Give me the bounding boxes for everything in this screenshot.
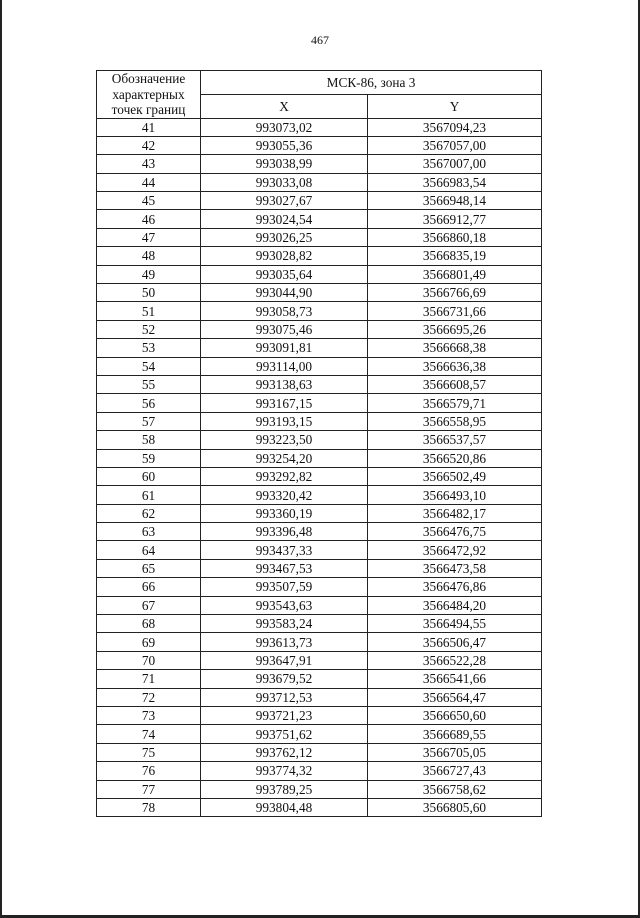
table-row [97,284,542,302]
table-row [97,670,542,688]
point-number-cell: 56 [97,394,201,412]
table-row [97,486,542,504]
y-coordinate-cell: 3566860,18 [368,228,542,246]
x-coordinate-cell: 993138,63 [201,375,368,393]
x-coordinate-cell: 993396,48 [201,523,368,541]
x-coordinate-cell: 993027,67 [201,192,368,210]
point-number-cell: 77 [97,780,201,798]
x-coordinate-cell: 993292,82 [201,467,368,485]
y-coordinate-cell: 3566705,05 [368,743,542,761]
x-coordinate-cell: 993360,19 [201,504,368,522]
table-row [97,375,542,393]
y-coordinate-cell: 3566558,95 [368,412,542,430]
point-number-cell: 43 [97,155,201,173]
y-coordinate-cell: 3566835,19 [368,247,542,265]
y-coordinate-cell: 3566805,60 [368,798,542,816]
x-coordinate-cell: 993058,73 [201,302,368,320]
y-coordinate-cell: 3566522,28 [368,651,542,669]
table-row [97,541,542,559]
table-row [97,725,542,743]
point-number-cell: 46 [97,210,201,228]
table-row [97,228,542,246]
point-number-cell: 58 [97,431,201,449]
x-coordinate-cell: 993223,50 [201,431,368,449]
x-coordinate-cell: 993789,25 [201,780,368,798]
x-coordinate-cell: 993073,02 [201,118,368,136]
x-coordinate-cell: 993543,63 [201,596,368,614]
x-coordinate-cell: 993613,73 [201,633,368,651]
x-coordinate-cell: 993254,20 [201,449,368,467]
x-coordinate-cell: 993721,23 [201,707,368,725]
y-coordinate-cell: 3566608,57 [368,375,542,393]
point-number-cell: 68 [97,615,201,633]
y-coordinate-cell: 3566476,75 [368,523,542,541]
y-coordinate-cell: 3567007,00 [368,155,542,173]
x-coordinate-cell: 993114,00 [201,357,368,375]
table-row [97,173,542,191]
table-row [97,192,542,210]
y-coordinate-cell: 3566948,14 [368,192,542,210]
table-row [97,743,542,761]
x-coordinate-cell: 993024,54 [201,210,368,228]
y-coordinate-cell: 3566766,69 [368,284,542,302]
y-coordinate-cell: 3566502,49 [368,467,542,485]
point-number-cell: 49 [97,265,201,283]
x-coordinate-cell: 993033,08 [201,173,368,191]
point-number-cell: 45 [97,192,201,210]
point-number-cell: 64 [97,541,201,559]
x-coordinate-cell: 993035,64 [201,265,368,283]
x-coordinate-cell: 993712,53 [201,688,368,706]
point-number-cell: 78 [97,798,201,816]
y-coordinate-cell: 3567057,00 [368,136,542,154]
point-number-cell: 44 [97,173,201,191]
table-row [97,431,542,449]
point-number-cell: 54 [97,357,201,375]
table-row [97,136,542,154]
point-number-cell: 74 [97,725,201,743]
y-coordinate-cell: 3566520,86 [368,449,542,467]
x-coordinate-cell: 993647,91 [201,651,368,669]
x-coordinate-cell: 993804,48 [201,798,368,816]
x-coordinate-cell: 993774,32 [201,762,368,780]
x-coordinate-cell: 993507,59 [201,578,368,596]
x-coordinate-cell: 993167,15 [201,394,368,412]
point-number-cell: 53 [97,339,201,357]
table-row [97,688,542,706]
y-coordinate-cell: 3566506,47 [368,633,542,651]
point-number-cell: 50 [97,284,201,302]
x-coordinate-cell: 993679,52 [201,670,368,688]
y-coordinate-cell: 3566912,77 [368,210,542,228]
point-number-cell: 72 [97,688,201,706]
x-coordinate-cell: 993044,90 [201,284,368,302]
y-coordinate-cell: 3566484,20 [368,596,542,614]
y-coordinate-cell: 3566727,43 [368,762,542,780]
table-row [97,798,542,816]
y-coordinate-cell: 3566983,54 [368,173,542,191]
y-coordinate-cell: 3567094,23 [368,118,542,136]
table-row [97,118,542,136]
table-row [97,412,542,430]
coordinates-table [96,70,542,817]
point-number-cell: 71 [97,670,201,688]
scan-edge-left [0,0,2,918]
x-coordinate-cell: 993026,25 [201,228,368,246]
x-coordinate-cell: 993075,46 [201,320,368,338]
table-row [97,302,542,320]
table-row [97,247,542,265]
table-row [97,707,542,725]
table-row [97,651,542,669]
x-coordinate-cell: 993193,15 [201,412,368,430]
table-row [97,780,542,798]
y-coordinate-cell: 3566541,66 [368,670,542,688]
table-row [97,559,542,577]
y-coordinate-cell: 3566473,58 [368,559,542,577]
table-row [97,615,542,633]
table-row [97,633,542,651]
y-coordinate-cell: 3566579,71 [368,394,542,412]
y-coordinate-cell: 3566668,38 [368,339,542,357]
x-column-header: X [201,94,368,118]
point-number-cell: 42 [97,136,201,154]
x-coordinate-cell: 993091,81 [201,339,368,357]
y-coordinate-cell: 3566564,47 [368,688,542,706]
point-number-cell: 76 [97,762,201,780]
y-column-header: Y [368,94,542,118]
page-number: 467 [311,33,329,47]
y-coordinate-cell: 3566731,66 [368,302,542,320]
point-number-cell: 63 [97,523,201,541]
table-row [97,762,542,780]
y-coordinate-cell: 3566494,55 [368,615,542,633]
y-coordinate-cell: 3566689,55 [368,725,542,743]
point-number-cell: 65 [97,559,201,577]
table-row [97,210,542,228]
y-coordinate-cell: 3566537,57 [368,431,542,449]
point-number-cell: 55 [97,375,201,393]
point-number-cell: 66 [97,578,201,596]
point-number-cell: 48 [97,247,201,265]
y-coordinate-cell: 3566482,17 [368,504,542,522]
point-number-cell: 69 [97,633,201,651]
table-row [97,339,542,357]
x-coordinate-cell: 993320,42 [201,486,368,504]
table-row [97,578,542,596]
point-designation-header: Обозначение характерных точек границ [97,71,201,119]
x-coordinate-cell: 993583,24 [201,615,368,633]
table-row [97,467,542,485]
x-coordinate-cell: 993437,33 [201,541,368,559]
table-row [97,394,542,412]
table-row [97,357,542,375]
x-coordinate-cell: 993762,12 [201,743,368,761]
y-coordinate-cell: 3566695,26 [368,320,542,338]
y-coordinate-cell: 3566650,60 [368,707,542,725]
y-coordinate-cell: 3566758,62 [368,780,542,798]
point-number-cell: 51 [97,302,201,320]
point-number-cell: 62 [97,504,201,522]
point-number-cell: 59 [97,449,201,467]
table-header [97,71,542,119]
point-number-cell: 41 [97,118,201,136]
table-row [97,449,542,467]
x-coordinate-cell: 993038,99 [201,155,368,173]
y-coordinate-cell: 3566636,38 [368,357,542,375]
point-number-cell: 61 [97,486,201,504]
table-row [97,523,542,541]
point-number-cell: 70 [97,651,201,669]
x-coordinate-cell: 993055,36 [201,136,368,154]
point-number-cell: 75 [97,743,201,761]
table-body [97,118,542,817]
table-row [97,504,542,522]
table-row [97,320,542,338]
y-coordinate-cell: 3566493,10 [368,486,542,504]
point-number-cell: 60 [97,467,201,485]
y-coordinate-cell: 3566472,92 [368,541,542,559]
point-number-cell: 52 [97,320,201,338]
point-number-cell: 57 [97,412,201,430]
y-coordinate-cell: 3566801,49 [368,265,542,283]
x-coordinate-cell: 993467,53 [201,559,368,577]
point-number-cell: 47 [97,228,201,246]
x-coordinate-cell: 993028,82 [201,247,368,265]
point-number-cell: 67 [97,596,201,614]
coordinate-system-header: МСК-86, зона 3 [201,71,542,95]
x-coordinate-cell: 993751,62 [201,725,368,743]
table-row [97,596,542,614]
table-row [97,155,542,173]
point-number-cell: 73 [97,707,201,725]
table-row [97,265,542,283]
y-coordinate-cell: 3566476,86 [368,578,542,596]
